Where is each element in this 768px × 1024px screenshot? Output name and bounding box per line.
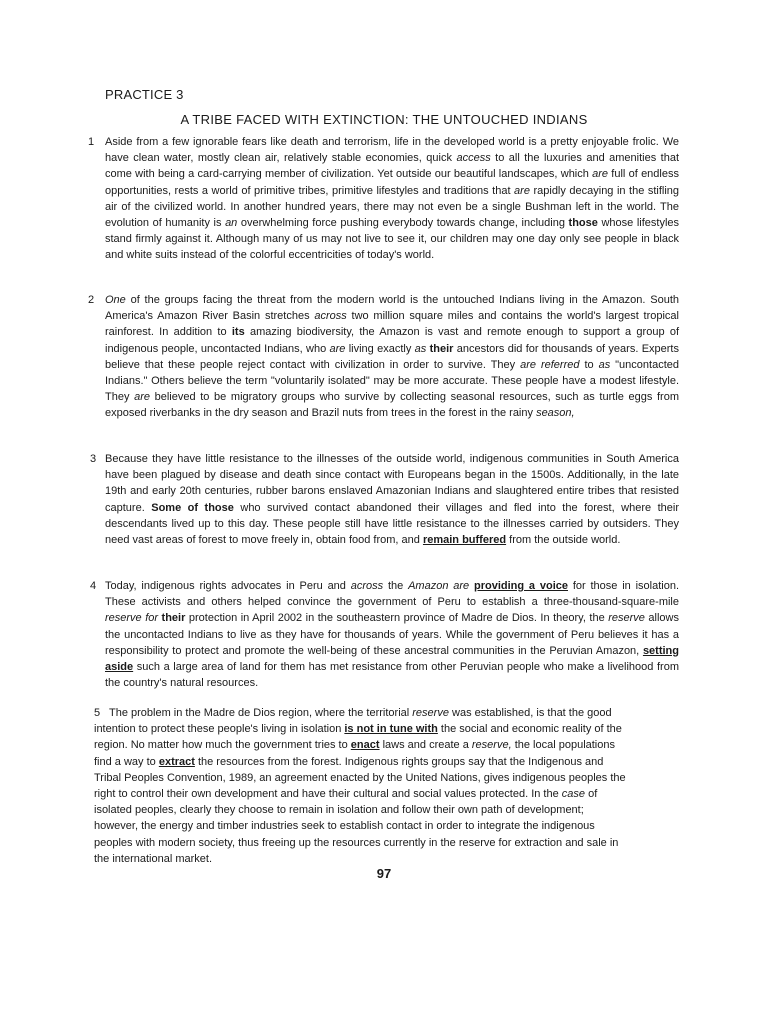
italic-run: are — [592, 168, 609, 181]
text-run: was established, is that the good intention to protect these people's living in isolation — [94, 707, 612, 736]
bold-run: Some of those — [151, 501, 234, 514]
paragraph-number: 1 — [88, 136, 95, 148]
italic-run: are — [134, 391, 150, 404]
text-run: two million square miles and contains the world's largest tropical rainforest. In addition to — [105, 310, 679, 339]
italic-run: reserve for — [105, 612, 159, 625]
text-run: who survived contact abandoned their villages and fled into the forest, where their descendants lived up to this day. These people still have little resistance to the illnesses carried by outsiders. They need vast areas of forest to move freely in, obtain food from, and — [105, 501, 679, 547]
italic-run: an — [225, 217, 238, 230]
text-run: The problem in the Madre de Dios region, where the territorial — [109, 707, 413, 719]
paragraph-text — [105, 292, 679, 422]
bold-run: those — [568, 217, 598, 230]
underlined-vocab-term: extract — [158, 755, 195, 768]
page-title: A TRIBE FACED WITH EXTINCTION: THE UNTOUCHED INDIANS — [180, 112, 588, 127]
italic-run: are referred — [520, 358, 580, 371]
text-run: "uncontacted Indians." Others believe the term "voluntarily isolated" may be more accurate. These people have a modest lifestyle. They — [105, 358, 679, 404]
text-run: Because they have little resistance to the illnesses of the outside world, indigenous communities in South America have been plagued by disease and death since contact with Europeans began in the 1500s. Additionally, in the late 19th and early 20th centuries, rubber barons enslaved Amazonian Indians and slaughtered entire tribes that resisted capture. — [105, 453, 679, 514]
text-run: Today, indigenous rights advocates in Peru and — [105, 580, 351, 592]
paragraph-text — [105, 578, 679, 691]
italic-run: case — [561, 788, 586, 801]
text-run: the — [383, 580, 409, 592]
text-run: such a large area of land for them has met resistance from other Peruvian people who make a livelihood from the country's natural resources. — [105, 661, 679, 690]
paragraph-1 — [88, 134, 680, 264]
paragraph-4 — [90, 578, 680, 691]
text-run: protection in April 2002 in the southeastern province of Madre de Dios. In theory, the — [185, 612, 609, 625]
text-run: Aside from a few ignorable fears like death and terrorism, life in the developed world is a pretty enjoyable frolic. We have clean water, mostly clean air, relatively stable economies, quick — [105, 136, 679, 165]
text-run: full of endless opportunities, rests a world of primitive tribes, primitive lifestyles and traditions that — [105, 168, 679, 197]
text-run: rapidly decaying in the stifling air of the civilized world. In another hundred years, there may not even be a single Bushman left in the world. The evolution of humanity is — [105, 184, 680, 230]
paragraph-text — [94, 705, 630, 867]
paragraph-5 — [94, 705, 630, 867]
text-run: of isolated peoples, clearly they choose to remain in isolation and follow their own path of development; however, the energy and timber industries seek to establish contact in order to integrate the indigenous peoples with modern society, thus freeing up the resources currently in the reserve for extraction and sale in the international market. — [94, 788, 619, 865]
text-run: of the groups facing the threat from the modern world is the untouched Indians living in the Amazon. South America's Amazon River Basin stretches — [105, 294, 679, 323]
italic-run: reserve, — [471, 739, 512, 752]
page-number: 97 — [376, 866, 392, 881]
text-run: from the outside world. — [506, 534, 621, 547]
text-run: overwhelming force pushing everybody towards change, including — [237, 217, 569, 230]
italic-run: access — [456, 152, 491, 165]
paragraph-number: 2 — [88, 294, 95, 306]
paragraph-text — [105, 451, 679, 548]
italic-run: are — [329, 342, 346, 355]
text-run: living exactly — [345, 342, 415, 355]
underlined-vocab-term: setting aside — [105, 644, 679, 674]
bold-run: its — [231, 326, 245, 339]
practice-heading: PRACTICE 3 — [105, 87, 184, 102]
text-run: believed to be migratory groups who survive by collecting seasonal resources, such as turtle eggs from exposed riverbanks in the dry season and Brazil nuts from trees in the forest in the rainy — [105, 391, 679, 420]
text-run: allows the uncontacted Indians to live as they have for thousands of years. While the government of Peru believes it has a responsibility to protect and promote the well-being of these ancestral communities in the Peruvian Amazon, — [105, 612, 679, 657]
text-run: the social and economic reality of the region. No matter how much the government tries to — [94, 723, 622, 752]
italic-run: reserve — [608, 612, 645, 625]
bold-run: their — [161, 612, 186, 625]
text-run: ancestors did for thousands of years. Experts believe that these people reject contact with civilization in order to survive. They — [105, 342, 679, 371]
bold-run: their — [429, 342, 454, 355]
italic-run: reserve — [412, 707, 449, 719]
italic-run: across — [314, 310, 347, 323]
italic-run: as — [414, 342, 427, 355]
italic-run: as — [598, 358, 611, 371]
paragraph-3 — [90, 451, 679, 548]
text-run: laws and create a — [379, 739, 472, 752]
italic-run: One — [105, 294, 126, 306]
text-run: amazing biodiversity, the Amazon is vast and remote enough to support a group of indigenous people, uncontacted Indians, who — [105, 326, 679, 355]
text-run: to — [579, 358, 599, 371]
underlined-vocab-term: providing a voice — [474, 580, 568, 592]
italic-run: season, — [536, 407, 575, 420]
text-run: the resources from the forest. Indigenous rights groups say that the Indigenous and Tribal Peoples Convention, 1989, an agreement enacted by the United Nations, gives indigenous peoples the right to control their own development and have their cultural and social values protected. In the — [94, 755, 626, 801]
paragraph-number: 3 — [90, 453, 97, 465]
text-run: for those in isolation. These activists and others helped convince the government of Peru to establish a three-thousand-square-mile — [105, 580, 680, 609]
italic-run: are — [514, 184, 530, 197]
paragraph-text — [105, 134, 679, 264]
underlined-vocab-term: remain buffered — [422, 534, 507, 547]
text-run: to all the luxuries and amenities that come with being a card-carrying member of civilization. Yet outside our beautiful landscapes, which — [105, 152, 680, 181]
underlined-vocab-term: enact — [350, 739, 380, 752]
italic-run: across — [350, 580, 384, 592]
text-run: the local populations find a way to — [94, 739, 615, 768]
italic-run: Amazon are — [408, 580, 470, 592]
paragraph-2 — [88, 292, 679, 422]
text-run: whose lifestyles stand firmly against it. Although many of us may not live to see it, our children may one day only see people in black and white suits instead of the colorful eccentricities of today's world. — [105, 217, 680, 262]
underlined-vocab-term: is not in tune with — [344, 723, 438, 736]
paragraph-number: 5 — [94, 707, 101, 719]
paragraph-number: 4 — [90, 580, 97, 592]
